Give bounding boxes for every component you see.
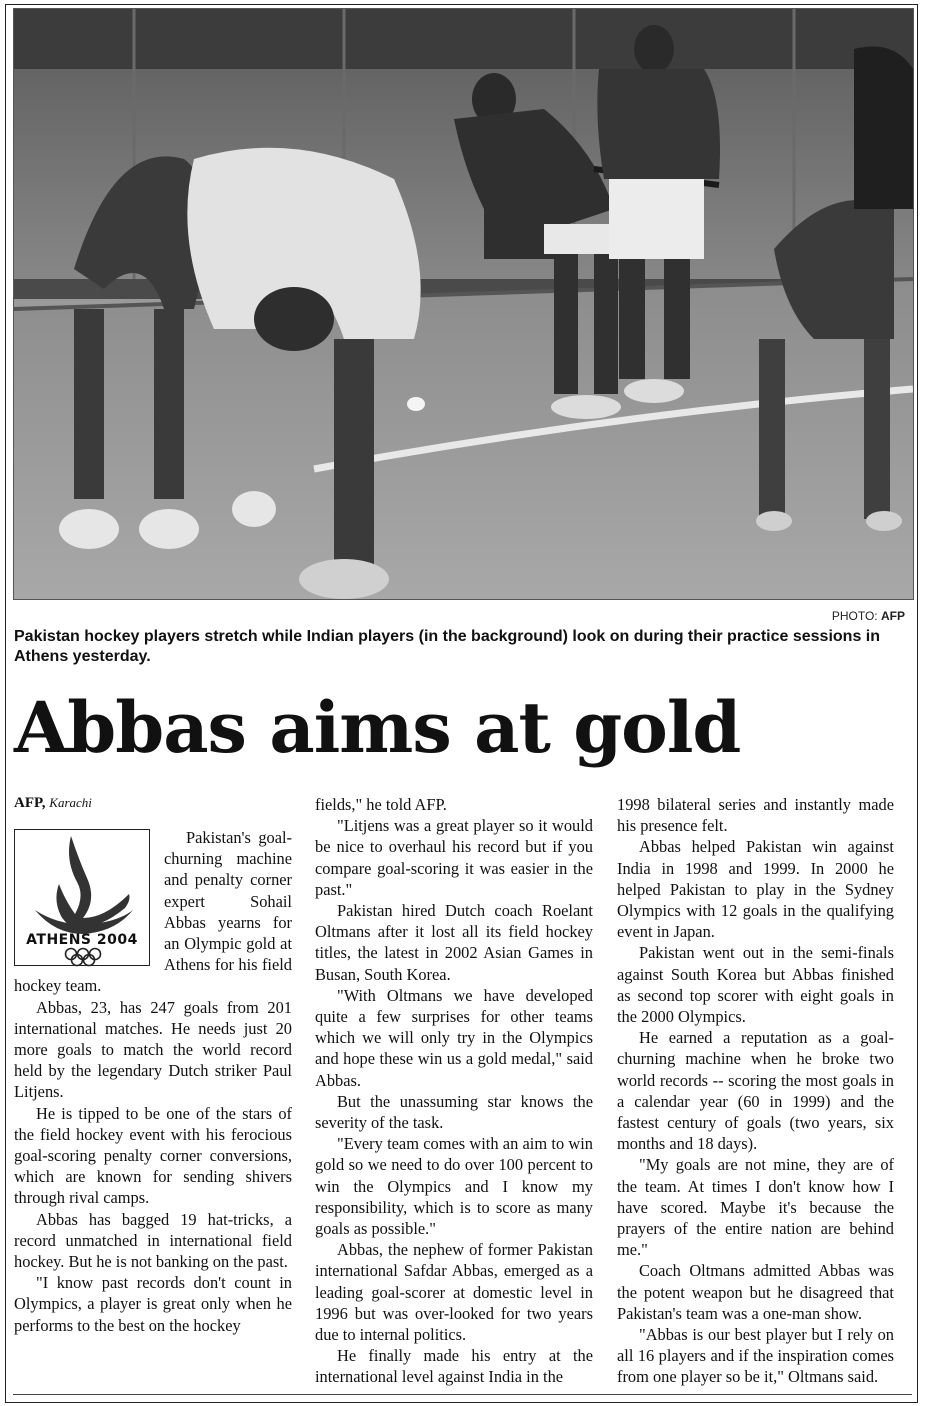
article-column-1 xyxy=(14,794,292,1336)
byline-place: Karachi xyxy=(49,795,92,810)
paragraph: But the unassuming star knows the severity of the task. xyxy=(315,1091,593,1133)
hockey-photo xyxy=(13,8,914,600)
byline xyxy=(14,794,292,812)
paragraph: "Litjens was a great player so it would be nice to overhaul his record but if you compare goal-scoring it was easier in the past." xyxy=(315,816,593,899)
paragraph: "I know past records don't count in Olympics, a player is great only when he performs to the best on the hockey xyxy=(14,1273,292,1335)
paragraph-continued: 1998 bilateral series and instantly made his presence felt. xyxy=(617,795,894,836)
paragraph: "My goals are not mine, they are of the team. At times I don't know how I have scored. Maybe it's because the prayers of the entire nation are behind me." xyxy=(617,1155,894,1260)
paragraph: Abbas, 23, has 247 goals from 201 international matches. He needs just 20 more goals to match the world record held by the legendary Dutch striker Paul Litjens. xyxy=(14,997,292,1102)
paragraph: Pakistan hired Dutch coach Roelant Oltmans after it lost all its field hockey titles, the latest in 2002 Asian Games in Busan, South Korea. xyxy=(315,901,593,984)
paragraph: Abbas has bagged 19 hat-tricks, a record unmatched in international field hockey. But he is not banking on the past. xyxy=(14,1209,292,1272)
headline: Abbas aims at gold xyxy=(14,686,741,769)
paragraph: Abbas, the nephew of former Pakistan international Safdar Abbas, emerged as a leading goal-scorer at domestic level in 1996 but was over-looked for two years due to internal politics. xyxy=(315,1240,593,1345)
bottom-rule xyxy=(13,1394,912,1395)
paragraph: Pakistan's goal-churning machine and penalty corner expert Sohail Abbas yearns for an Olympic gold at Athens for his field hockey team. xyxy=(14,828,292,996)
article-column-2 xyxy=(315,794,593,1388)
photo-credit-source: AFP xyxy=(881,609,905,623)
paragraph: He is tipped to be one of the stars of the field hockey event with his ferocious goal-scoring penalty corner conversions, which are known for sending shivers through rival camps. xyxy=(14,1103,292,1208)
paragraph: "Every team comes with an aim to win gold so we need to do over 100 percent to win the Olympics and I know my responsibility, which is to score as many goals as possible." xyxy=(315,1134,593,1239)
paragraph-continued: fields," he told AFP. xyxy=(315,795,447,814)
paragraph: "With Oltmans we have developed quite a few surprises for other teams which we will only try in the Olympics and hope these win us a gold medal," said Abbas. xyxy=(315,985,593,1090)
paragraph: He finally made his entry at the international level against India in the xyxy=(315,1346,593,1387)
photo-caption: Pakistan hockey players stretch while Indian players (in the background) look on during their practice sessions in Athens yesterday. xyxy=(14,628,881,665)
paragraph: "Abbas is our best player but I rely on all 16 players and if the inspiration comes from one player so be it," Oltmans said. xyxy=(617,1325,894,1387)
byline-agency: AFP, xyxy=(14,795,46,811)
paragraph: Abbas helped Pakistan win against India in 1998 and 1999. In 2000 he helped Pakistan to play in the Sydney Olympics with 12 goals in the qualifying event in Japan. xyxy=(617,837,894,942)
paragraph: He earned a reputation as a goal-churning machine when he broke two world records -- scoring the most goals in a calendar year (60 in 1999) and the fastest century of goals (two years, six months and 18 days). xyxy=(617,1028,894,1154)
photo-credit: PHOTO: AFP xyxy=(831,609,905,623)
logo-text: ATHENS 2004 xyxy=(26,932,138,948)
athens-2004-logo xyxy=(14,829,150,966)
article-column-3 xyxy=(617,794,894,1388)
paragraph: Pakistan went out in the semi-finals against South Korea but Abbas finished as second top scorer with eight goals in the 2000 Olympics. xyxy=(617,943,894,1027)
paragraph: Coach Oltmans admitted Abbas was the potent weapon but he disagreed that Pakistan's team was a one-man show. xyxy=(617,1261,894,1323)
